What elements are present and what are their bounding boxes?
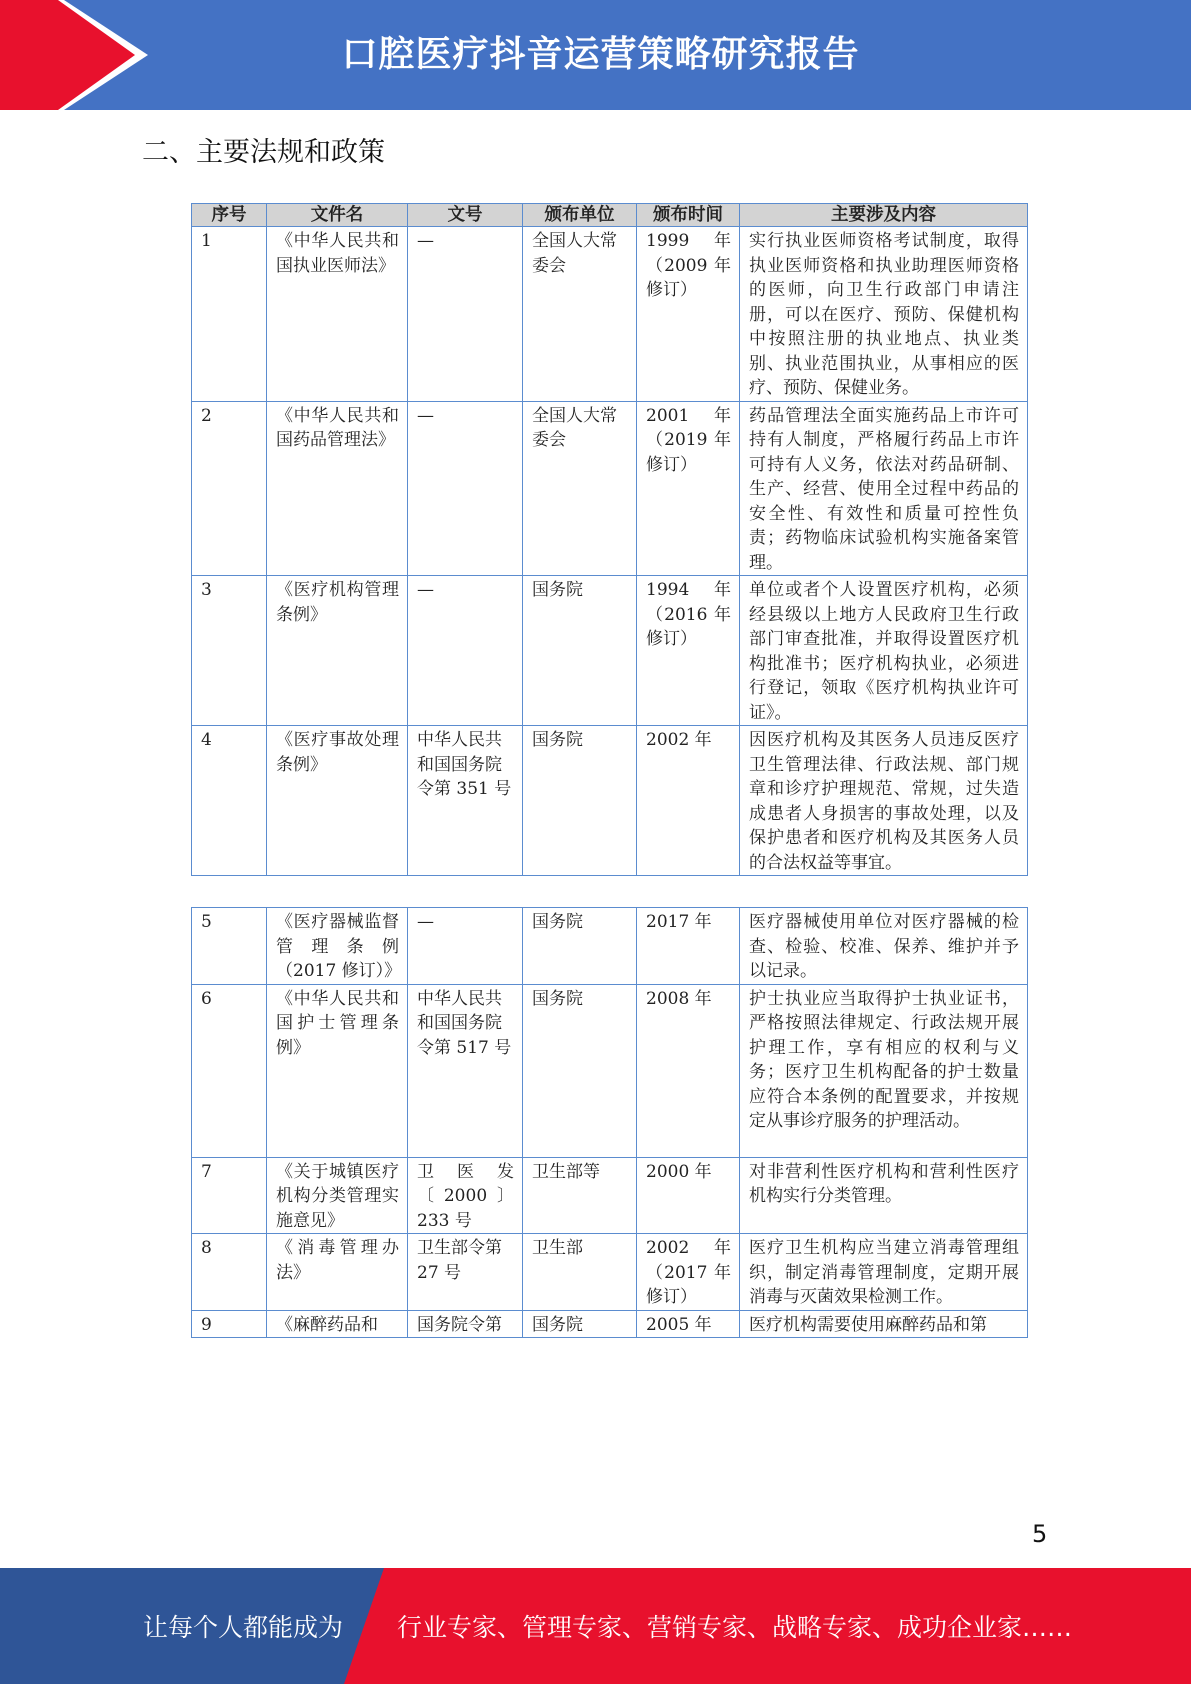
- cell-name: 《医疗器械监督管理条例（2017 修订）》: [267, 908, 408, 985]
- table-row: [192, 227, 1028, 402]
- cell-content: 因医疗机构及其医务人员违反医疗卫生管理法律、行政法规、部门规章和诊疗护理规范、常规，过失造成患者人身损害的事故处理，以及保护患者和医疗机构及其医务人员的合法权益等事宜。: [740, 726, 1028, 876]
- cell-name: 《医疗机构管理条例》: [267, 576, 408, 726]
- cell-name: 《关于城镇医疗机构分类管理实施意见》: [267, 1157, 408, 1234]
- cell-issuer: 国务院: [523, 1310, 637, 1338]
- table-header-row: [192, 204, 1028, 227]
- cell-doc-no: 国务院令第: [408, 1310, 523, 1338]
- cell-issuer: 全国人大常委会: [523, 401, 637, 576]
- cell-doc-no: —: [408, 227, 523, 402]
- table-row: [192, 908, 1028, 985]
- cell-time: 1999 年（2009 年修订）: [637, 227, 740, 402]
- cell-doc-no: 卫生部令第 27 号: [408, 1234, 523, 1311]
- cell-doc-no: 卫医发〔2000〕233 号: [408, 1157, 523, 1234]
- cell-no: 1: [192, 227, 267, 402]
- cell-time: 2002 年: [637, 726, 740, 876]
- header-cell-content: 主要涉及内容: [740, 204, 1028, 227]
- page-header: [0, 0, 1191, 110]
- cell-name: 《中华人民共和国药品管理法》: [267, 401, 408, 576]
- cell-content: 医疗器械使用单位对医疗器械的检查、检验、校准、保养、维护并予以记录。: [740, 908, 1028, 985]
- table-row: [192, 1234, 1028, 1311]
- cell-no: 8: [192, 1234, 267, 1311]
- cell-name: 《消毒管理办法》: [267, 1234, 408, 1311]
- cell-content: 对非营利性医疗机构和营利性医疗机构实行分类管理。: [740, 1157, 1028, 1234]
- cell-content: 实行执业医师资格考试制度，取得执业医师资格和执业助理医师资格的医师，向卫生行政部门申请注册，可以在医疗、预防、保健机构中按照注册的执业地点、执业类别、执业范围执业，从事相应的医疗、预防、保健业务。: [740, 227, 1028, 402]
- page-footer: [0, 1568, 1191, 1684]
- cell-time: 2002 年（2017 年修订）: [637, 1234, 740, 1311]
- table-row: [192, 576, 1028, 726]
- cell-issuer: 国务院: [523, 984, 637, 1157]
- header-cell-time: 颁布时间: [637, 204, 740, 227]
- cell-issuer: 全国人大常委会: [523, 227, 637, 402]
- cell-doc-no: —: [408, 908, 523, 985]
- cell-no: 5: [192, 908, 267, 985]
- table-row: [192, 726, 1028, 876]
- report-title: 口腔医疗抖音运营策略研究报告: [341, 34, 860, 75]
- regulations-table-part-2: [191, 907, 1028, 1338]
- footer-slogan-left: 让每个人都能成为: [143, 1613, 344, 1642]
- cell-content: 医疗卫生机构应当建立消毒管理组织，制定消毒管理制度，定期开展消毒与灭菌效果检测工作。: [740, 1234, 1028, 1311]
- cell-issuer: 国务院: [523, 908, 637, 985]
- cell-time: 2001 年（2019 年修订）: [637, 401, 740, 576]
- cell-content: 单位或者个人设置医疗机构，必须经县级以上地方人民政府卫生行政部门审查批准，并取得设置医疗机构批准书；医疗机构执业，必须进行登记，领取《医疗机构执业许可证》。: [740, 576, 1028, 726]
- section-heading: 二、主要法规和政策: [142, 137, 385, 168]
- regulations-table-part-1: [191, 203, 1028, 876]
- table-row: [192, 401, 1028, 576]
- cell-doc-no: 中华人民共和国国务院令第 351 号: [408, 726, 523, 876]
- cell-time: 2005 年: [637, 1310, 740, 1338]
- table-row: [192, 1310, 1028, 1338]
- cell-time: 1994 年（2016 年修订）: [637, 576, 740, 726]
- cell-issuer: 国务院: [523, 726, 637, 876]
- cell-name: 《医疗事故处理条例》: [267, 726, 408, 876]
- footer-slogan-right: 行业专家、管理专家、营销专家、战略专家、成功企业家……: [397, 1613, 1073, 1642]
- cell-name: 《麻醉药品和: [267, 1310, 408, 1338]
- cell-no: 7: [192, 1157, 267, 1234]
- cell-content: 药品管理法全面实施药品上市许可持有人制度，严格履行药品上市许可持有人义务，依法对药品研制、生产、经营、使用全过程中药品的安全性、有效性和质量可控性负责；药物临床试验机构实施备案管理。: [740, 401, 1028, 576]
- table-row: [192, 984, 1028, 1157]
- cell-no: 4: [192, 726, 267, 876]
- cell-issuer: 国务院: [523, 576, 637, 726]
- header-cell-no: 序号: [192, 204, 267, 227]
- header-cell-name: 文件名: [267, 204, 408, 227]
- cell-time: 2000 年: [637, 1157, 740, 1234]
- header-cell-doc-no: 文号: [408, 204, 523, 227]
- cell-name: 《中华人民共和国护士管理条例》: [267, 984, 408, 1157]
- cell-doc-no: 中华人民共和国国务院令第 517 号: [408, 984, 523, 1157]
- cell-content: 医疗机构需要使用麻醉药品和第: [740, 1310, 1028, 1338]
- cell-issuer: 卫生部等: [523, 1157, 637, 1234]
- cell-time: 2017 年: [637, 908, 740, 985]
- cell-content: 护士执业应当取得护士执业证书，严格按照法律规定、行政法规开展护理工作，享有相应的权利与义务；医疗卫生机构配备的护士数量应符合本条例的配置要求，并按规定从事诊疗服务的护理活动。: [740, 984, 1028, 1157]
- cell-doc-no: —: [408, 576, 523, 726]
- table-row: [192, 1157, 1028, 1234]
- cell-time: 2008 年: [637, 984, 740, 1157]
- cell-doc-no: —: [408, 401, 523, 576]
- cell-no: 6: [192, 984, 267, 1157]
- page-number: 5: [1032, 1520, 1048, 1548]
- cell-name: 《中华人民共和国执业医师法》: [267, 227, 408, 402]
- cell-no: 2: [192, 401, 267, 576]
- cell-issuer: 卫生部: [523, 1234, 637, 1311]
- cell-no: 3: [192, 576, 267, 726]
- header-cell-issuer: 颁布单位: [523, 204, 637, 227]
- cell-no: 9: [192, 1310, 267, 1338]
